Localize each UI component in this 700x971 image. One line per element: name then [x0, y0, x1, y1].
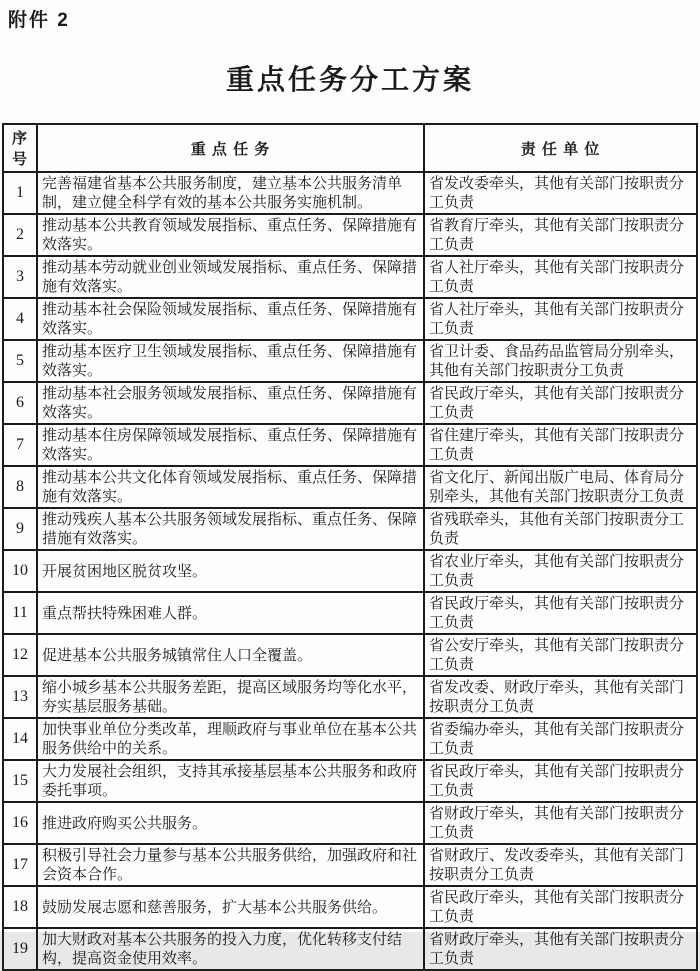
table-row	[3, 676, 697, 718]
task-cell: 完善福建省基本公共服务制度，建立基本公共服务清单制，建立健全科学有效的基本公共服务实施机制。	[37, 172, 424, 214]
page-title: 重点任务分工方案	[225, 64, 474, 95]
task-cell: 缩小城乡基本公共服务差距，提高区域服务均等化水平，夯实基层服务基础。	[37, 676, 424, 718]
task-cell: 推动基本公共教育领域发展指标、重点任务、保障措施有效落实。	[37, 214, 424, 256]
row-index-cell: 13	[3, 676, 37, 718]
row-index-cell: 8	[3, 466, 37, 508]
row-index-cell: 2	[3, 214, 37, 256]
table-row	[3, 550, 697, 592]
task-cell: 鼓励发展志愿和慈善服务，扩大基本公共服务供给。	[37, 886, 424, 928]
table-row	[3, 424, 697, 466]
table-row	[3, 172, 697, 214]
table-row	[3, 466, 697, 508]
table-row	[3, 928, 697, 970]
task-cell: 重点帮扶特殊困难人群。	[37, 592, 424, 634]
row-index-cell: 17	[3, 844, 37, 886]
row-index-cell: 10	[3, 550, 37, 592]
unit-cell: 省民政厅牵头，其他有关部门按职责分工负责	[424, 382, 697, 424]
task-cell: 推动残疾人基本公共服务领域发展指标、重点任务、保障措施有效落实。	[37, 508, 424, 550]
table-row	[3, 844, 697, 886]
task-cell: 开展贫困地区脱贫攻坚。	[37, 550, 424, 592]
unit-cell: 省教育厅牵头，其他有关部门按职责分工负责	[424, 214, 697, 256]
task-cell: 推动基本住房保障领域发展指标、重点任务、保障措施有效落实。	[37, 424, 424, 466]
row-index-cell: 11	[3, 592, 37, 634]
table-row	[3, 634, 697, 676]
unit-cell: 省人社厅牵头，其他有关部门按职责分工负责	[424, 298, 697, 340]
row-index-cell: 1	[3, 172, 37, 214]
row-index-cell: 15	[3, 760, 37, 802]
table-row	[3, 718, 697, 760]
table-header-row	[3, 124, 697, 172]
table-row	[3, 382, 697, 424]
row-index-cell: 12	[3, 634, 37, 676]
row-index-cell: 7	[3, 424, 37, 466]
table-row	[3, 886, 697, 928]
task-cell: 推进政府购买公共服务。	[37, 802, 424, 844]
table-row	[3, 256, 697, 298]
unit-cell: 省公安厅牵头，其他有关部门按职责分工负责	[424, 634, 697, 676]
unit-cell: 省民政厅牵头，其他有关部门按职责分工负责	[424, 760, 697, 802]
row-index-cell: 16	[3, 802, 37, 844]
row-index-cell: 3	[3, 256, 37, 298]
task-table-body	[3, 172, 697, 970]
table-row	[3, 340, 697, 382]
unit-cell: 省文化厅、新闻出版广电局、体育局分别牵头，其他有关部门按职责分工负责	[424, 466, 697, 508]
task-cell: 推动基本社会保险领域发展指标、重点任务、保障措施有效落实。	[37, 298, 424, 340]
unit-cell: 省人社厅牵头，其他有关部门按职责分工负责	[424, 256, 697, 298]
table-row	[3, 802, 697, 844]
unit-cell: 省农业厅牵头，其他有关部门按职责分工负责	[424, 550, 697, 592]
task-cell: 推动基本医疗卫生领域发展指标、重点任务、保障措施有效落实。	[37, 340, 424, 382]
task-table	[2, 123, 698, 971]
unit-cell: 省残联牵头，其他有关部门按职责分工负责	[424, 508, 697, 550]
unit-cell: 省民政厅牵头，其他有关部门按职责分工负责	[424, 886, 697, 928]
header-task: 重 点 任 务	[37, 124, 424, 172]
task-cell: 加快事业单位分类改革，理顺政府与事业单位在基本公共服务供给中的关系。	[37, 718, 424, 760]
unit-cell: 省民政厅牵头，其他有关部门按职责分工负责	[424, 592, 697, 634]
header-index: 序号	[3, 124, 37, 172]
row-index-cell: 14	[3, 718, 37, 760]
table-row	[3, 760, 697, 802]
task-cell: 推动基本公共文化体育领域发展指标、重点任务、保障措施有效落实。	[37, 466, 424, 508]
task-cell: 推动基本社会服务领域发展指标、重点任务、保障措施有效落实。	[37, 382, 424, 424]
table-row	[3, 298, 697, 340]
row-index-cell: 9	[3, 508, 37, 550]
attachment-label: 附件 2	[8, 10, 70, 31]
header-unit: 责 任 单 位	[424, 124, 697, 172]
unit-cell: 省财政厅、发改委牵头，其他有关部门按职责分工负责	[424, 844, 697, 886]
row-index-cell: 18	[3, 886, 37, 928]
task-cell: 加大财政对基本公共服务的投入力度，优化转移支付结构，提高资金使用效率。	[37, 928, 424, 970]
task-cell: 大力发展社会组织，支持其承接基层基本公共服务和政府委托事项。	[37, 760, 424, 802]
table-row	[3, 592, 697, 634]
row-index-cell: 6	[3, 382, 37, 424]
unit-cell: 省财政厅牵头，其他有关部门按职责分工负责	[424, 802, 697, 844]
task-cell: 促进基本公共服务城镇常住人口全覆盖。	[37, 634, 424, 676]
unit-cell: 省住建厅牵头，其他有关部门按职责分工负责	[424, 424, 697, 466]
table-row	[3, 214, 697, 256]
task-cell: 积极引导社会力量参与基本公共服务供给，加强政府和社会资本合作。	[37, 844, 424, 886]
unit-cell: 省委编办牵头，其他有关部门按职责分工负责	[424, 718, 697, 760]
table-row	[3, 508, 697, 550]
row-index-cell: 4	[3, 298, 37, 340]
row-index-cell: 19	[3, 928, 37, 970]
row-index-cell: 5	[3, 340, 37, 382]
unit-cell: 省发改委、财政厅牵头，其他有关部门按职责分工负责	[424, 676, 697, 718]
unit-cell: 省卫计委、食品药品监管局分别牵头，其他有关部门按职责分工负责	[424, 340, 697, 382]
unit-cell: 省财政厅牵头，其他有关部门按职责分工负责	[424, 928, 697, 970]
unit-cell: 省发改委牵头，其他有关部门按职责分工负责	[424, 172, 697, 214]
task-cell: 推动基本劳动就业创业领域发展指标、重点任务、保障措施有效落实。	[37, 256, 424, 298]
